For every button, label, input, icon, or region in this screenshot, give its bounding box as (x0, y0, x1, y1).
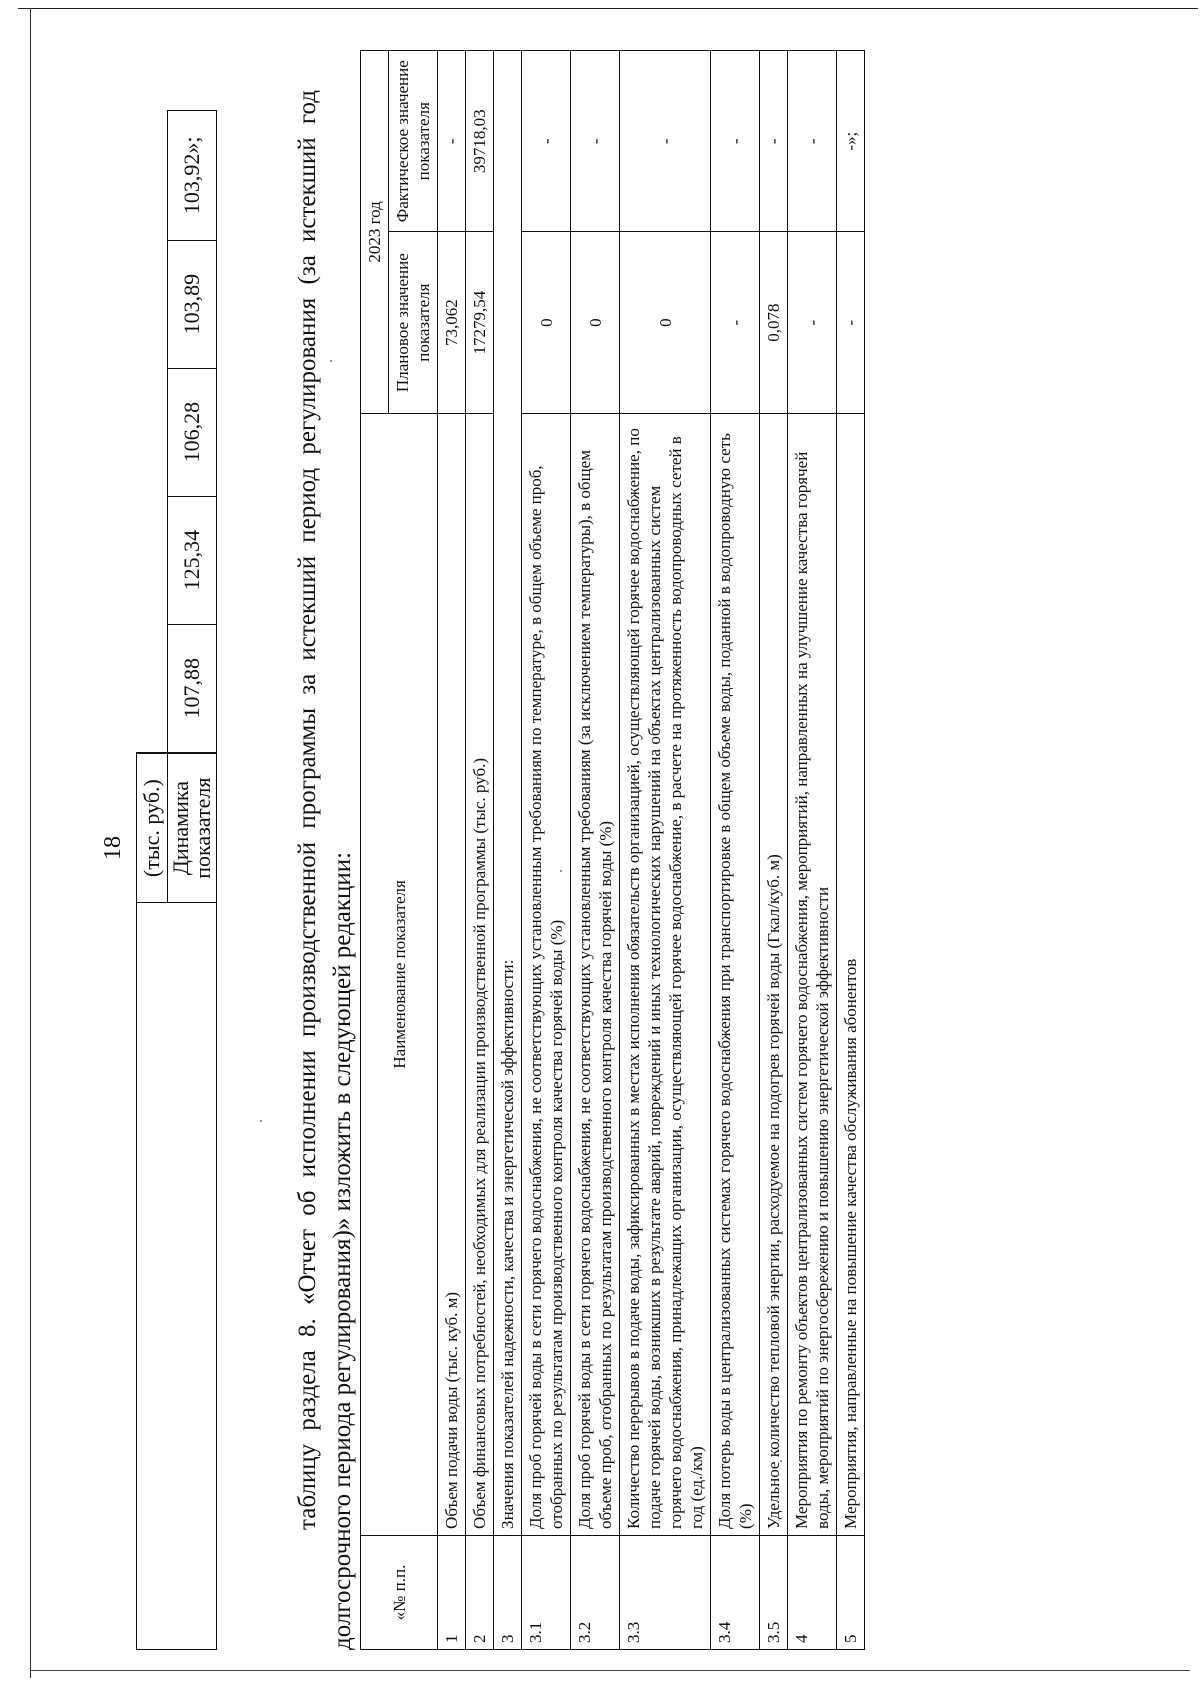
value-cell: 103,92»; (168, 111, 217, 241)
row-name: Доля проб горячей воды в сети горячего водоснабжения, не соответствующих установленным требованиям по температуре, в общем объеме проб, отобранных по результатам производственного контроля качества горячей воды (%) (522, 413, 571, 1535)
row-num: 4 (788, 1535, 837, 1649)
value-cell: 106,28 (168, 368, 217, 496)
header-name: Наименование показателя (361, 413, 438, 1535)
scan-edge (18, 8, 1198, 9)
intro-text: таблицу раздела 8. «Отчет об исполнении производственной программы за истекший период регулирования (за истекший год долгосрочного периода регулирования)» изложить в следующей редакции: (294, 90, 356, 1650)
dynamics-table (136, 110, 217, 1650)
row-plan: - (788, 232, 837, 413)
row-fact: 39718,03 (466, 51, 494, 232)
table-row (438, 51, 466, 1650)
row-fact: - (788, 51, 837, 232)
row-plan: 17279,54 (466, 232, 494, 413)
row-fact: - (522, 51, 571, 232)
row-name: Доля проб горячей воды в сети горячего водоснабжения, не соответствующих установленным требованиям (за исключением температуры), в общем объеме проб, отобранных по результатам производственного контроля качества горячей воды (%) (571, 413, 620, 1535)
row-num: 3.3 (620, 1535, 711, 1649)
row-fact: - (571, 51, 620, 232)
row-fact: - (711, 51, 760, 232)
row-fact: - (438, 51, 466, 232)
unit-cell: (тыс. руб.) (137, 753, 168, 903)
row-fact: - (760, 51, 788, 232)
value-cell: 125,34 (168, 496, 217, 624)
row-plan: 73,062 (438, 232, 466, 413)
rotated-content (40, 40, 1180, 1660)
header-plan: Плановое значение показателя (389, 232, 438, 413)
row-plan: 0 (620, 232, 711, 413)
report-table (360, 50, 865, 1650)
table-row (494, 51, 522, 1650)
row-plan: - (837, 232, 865, 413)
scan-edge (30, 1670, 1190, 1671)
table-row (711, 51, 760, 1650)
row-num: 3.4 (711, 1535, 760, 1649)
row-name: Значения показателей надежности, качества и энергетической эффективности: (494, 51, 522, 1536)
table-row (760, 51, 788, 1650)
row-plan: 0 (571, 232, 620, 413)
table-row (522, 51, 571, 1650)
row-name: Доля потерь воды в централизованных системах горячего водоснабжения при транспортировке в общем объеме воды, поданной в водопроводную сеть (%) (711, 413, 760, 1535)
row-num: 3.5 (760, 1535, 788, 1649)
intro-paragraph (290, 90, 360, 1650)
table-row (788, 51, 837, 1650)
row-num: 3.2 (571, 1535, 620, 1649)
row-name: Мероприятия по ремонту объектов централизованных систем горячего водоснабжения, мероприятий, направленных на улучшение качества горячей воды, мероприятий по энергосбережению и повышению энергетической эффективности (788, 413, 837, 1535)
row-plan: 0 (522, 232, 571, 413)
scan-edge (30, 8, 31, 1678)
header-year: 2023 год (361, 51, 389, 414)
row-fact: - (620, 51, 711, 232)
row-num: 3 (494, 1535, 522, 1649)
page-number: 18 (100, 836, 126, 860)
row-plan: 0,078 (760, 232, 788, 413)
row-fact: -»; (837, 51, 865, 232)
row-label: Динамика показателя (168, 753, 217, 903)
value-cell: 107,88 (168, 624, 217, 752)
row-name: Удельное количество тепловой энергии, расходуемое на подогрев горячей воды (Гкал/куб. м) (760, 413, 788, 1535)
header-num: «№ п.п. (361, 1535, 438, 1649)
empty-cell (137, 903, 217, 1650)
row-num: 1 (438, 1535, 466, 1649)
table-row (466, 51, 494, 1650)
row-num: 5 (837, 1535, 865, 1649)
row-name: Объем подачи воды (тыс. куб. м) (438, 413, 466, 1535)
table-row (620, 51, 711, 1650)
table-row (571, 51, 620, 1650)
row-name: Объем финансовых потребностей, необходимых для реализации производственной программы (тыс. руб.) (466, 413, 494, 1535)
row-name: Количество перерывов в подаче воды, зафиксированных в местах исполнения обязательств организацией, осуществляющей горячее водоснабжение, по подаче горячей воды, возникших в результате аварий, повреждений и иных технологических нарушений на объектах централизованных систем горячего водоснабжения, принадлежащих организации, осуществляющей горячее водоснабжение, в расчете на протяженность водопроводных сетей в год (ед./км) (620, 413, 711, 1535)
table-row (837, 51, 865, 1650)
row-num: 3.1 (522, 1535, 571, 1649)
header-fact: Фактическое значение показателя (389, 51, 438, 232)
row-name: Мероприятия, направленные на повышение качества обслуживания абонентов (837, 413, 865, 1535)
row-num: 2 (466, 1535, 494, 1649)
value-cell: 103,89 (168, 240, 217, 368)
row-plan: - (711, 232, 760, 413)
